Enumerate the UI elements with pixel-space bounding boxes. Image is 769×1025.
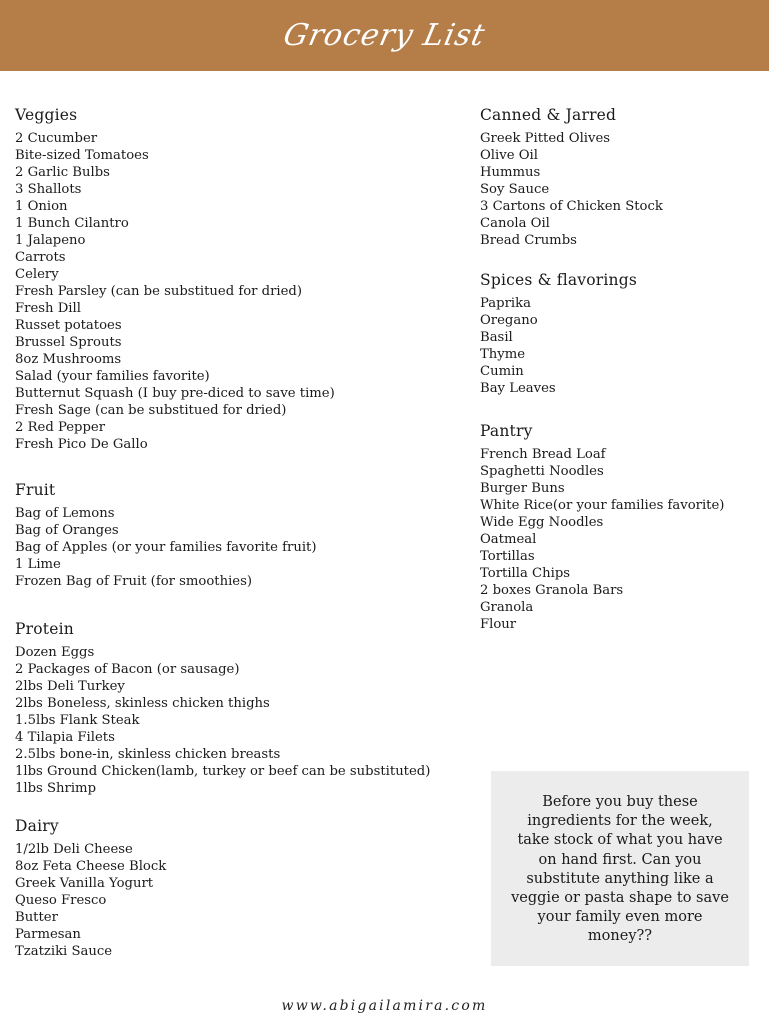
list-item: Canola Oil bbox=[480, 216, 550, 231]
section-title: Veggies bbox=[15, 106, 78, 124]
section-canned bbox=[480, 106, 663, 249]
list-item: 2 Packages of Bacon (or sausage) bbox=[15, 662, 240, 677]
list-item: Olive Oil bbox=[480, 148, 538, 163]
list-item: Spaghetti Noodles bbox=[480, 464, 604, 479]
list-item: 2lbs Deli Turkey bbox=[15, 679, 125, 694]
section-title: Protein bbox=[15, 620, 74, 638]
list-item: Greek Pitted Olives bbox=[480, 131, 611, 146]
list-item: 1lbs Shrimp bbox=[15, 781, 97, 796]
tip-line: Before you buy these bbox=[542, 794, 698, 810]
list-item: Butternut Squash (I buy pre-diced to save time) bbox=[15, 386, 335, 401]
list-item: White Rice(or your families favorite) bbox=[480, 498, 725, 513]
list-item: 8oz Feta Cheese Block bbox=[15, 859, 167, 874]
section-pantry bbox=[480, 422, 724, 633]
section-title: Dairy bbox=[15, 817, 59, 835]
list-item: Butter bbox=[15, 910, 58, 925]
list-item: 3 Cartons of Chicken Stock bbox=[480, 199, 663, 214]
list-item: Celery bbox=[15, 267, 59, 282]
list-item: Granola bbox=[480, 600, 534, 615]
section-fruit bbox=[15, 481, 317, 590]
item-list bbox=[480, 130, 663, 249]
list-item: Greek Vanilla Yogurt bbox=[15, 876, 154, 891]
item-list bbox=[15, 644, 430, 797]
list-item: Hummus bbox=[480, 165, 541, 180]
section-title: Fruit bbox=[15, 481, 56, 499]
item-list bbox=[15, 130, 335, 453]
header-banner bbox=[0, 0, 769, 71]
list-item: Bag of Apples (or your families favorite fruit) bbox=[15, 540, 317, 555]
page-title: Grocery List bbox=[280, 18, 489, 53]
list-item: Bag of Oranges bbox=[15, 523, 119, 538]
tip-line: on hand first. Can you bbox=[538, 851, 702, 868]
list-item: Queso Fresco bbox=[15, 893, 107, 908]
list-item: Flour bbox=[480, 617, 517, 632]
list-item: Basil bbox=[480, 330, 513, 345]
item-list bbox=[480, 446, 724, 633]
item-list bbox=[15, 841, 166, 960]
list-item: 1.5lbs Flank Steak bbox=[15, 713, 140, 728]
tip-text bbox=[503, 793, 737, 947]
list-item: 3 Shallots bbox=[15, 182, 82, 197]
list-item: Parmesan bbox=[15, 927, 81, 942]
list-item: French Bread Loaf bbox=[480, 447, 606, 462]
list-item: 1 Jalapeno bbox=[15, 233, 86, 248]
list-item: Brussel Sprouts bbox=[15, 335, 122, 350]
list-item: Bread Crumbs bbox=[480, 233, 577, 248]
item-list bbox=[480, 295, 637, 397]
list-item: Paprika bbox=[480, 296, 531, 311]
tip-line: ingredients for the week, bbox=[527, 813, 713, 830]
tip-line: money?? bbox=[587, 928, 653, 945]
section-spices bbox=[480, 271, 637, 397]
list-item: Fresh Sage (can be substitued for dried) bbox=[15, 403, 287, 418]
list-item: Bite-sized Tomatoes bbox=[15, 148, 149, 163]
list-item: Thyme bbox=[480, 347, 526, 362]
list-item: Salad (your families favorite) bbox=[15, 369, 210, 384]
list-item: Burger Buns bbox=[480, 481, 565, 496]
list-item: Tortilla Chips bbox=[480, 566, 571, 581]
section-veggies bbox=[15, 106, 335, 453]
list-item: 1 Onion bbox=[15, 199, 68, 214]
list-item: 4 Tilapia Filets bbox=[15, 730, 115, 745]
list-item: Soy Sauce bbox=[480, 182, 550, 197]
list-item: 1 Lime bbox=[15, 557, 61, 572]
list-item: Bag of Lemons bbox=[15, 506, 115, 521]
tip-box bbox=[491, 771, 749, 966]
list-item: Cumin bbox=[480, 364, 524, 379]
list-item: Tzatziki Sauce bbox=[15, 944, 113, 959]
section-title: Spices & flavorings bbox=[480, 271, 638, 289]
list-item: Frozen Bag of Fruit (for smoothies) bbox=[15, 574, 253, 589]
list-item: 2 Garlic Bulbs bbox=[15, 165, 110, 180]
list-item: 1 Bunch Cilantro bbox=[15, 216, 129, 231]
list-item: Fresh Parsley (can be substitued for dried) bbox=[15, 284, 302, 299]
tip-line: take stock of what you have bbox=[517, 832, 723, 849]
list-item: Russet potatoes bbox=[15, 318, 122, 333]
tip-line: substitute anything like a bbox=[526, 870, 714, 887]
list-item: Dozen Eggs bbox=[15, 645, 95, 660]
list-item: 2lbs Boneless, skinless chicken thighs bbox=[15, 696, 270, 711]
list-item: Tortillas bbox=[480, 549, 535, 564]
tip-line: your family even more bbox=[537, 909, 703, 926]
section-dairy bbox=[15, 817, 166, 960]
item-list bbox=[15, 505, 317, 590]
list-item: 1/2lb Deli Cheese bbox=[15, 842, 133, 857]
list-item: Oregano bbox=[480, 313, 538, 328]
tip-line: veggie or pasta shape to save bbox=[511, 890, 729, 907]
list-item: Fresh Dill bbox=[15, 301, 81, 316]
list-item: 2.5lbs bone-in, skinless chicken breasts bbox=[15, 747, 281, 762]
list-item: 8oz Mushrooms bbox=[15, 352, 122, 367]
list-item: 1lbs Ground Chicken(lamb, turkey or beef can be substituted) bbox=[15, 764, 431, 779]
list-item: Wide Egg Noodles bbox=[480, 515, 604, 530]
section-protein bbox=[15, 620, 430, 797]
list-item: 2 boxes Granola Bars bbox=[480, 583, 624, 598]
list-item: Carrots bbox=[15, 250, 66, 265]
footer-url: www.abigailamira.com bbox=[281, 998, 488, 1014]
list-item: 2 Cucumber bbox=[15, 131, 98, 146]
list-item: Fresh Pico De Gallo bbox=[15, 437, 148, 452]
section-title: Pantry bbox=[480, 422, 533, 440]
list-item: 2 Red Pepper bbox=[15, 420, 106, 435]
section-title: Canned & Jarred bbox=[480, 106, 617, 124]
list-item: Oatmeal bbox=[480, 532, 537, 547]
list-item: Bay Leaves bbox=[480, 381, 556, 396]
